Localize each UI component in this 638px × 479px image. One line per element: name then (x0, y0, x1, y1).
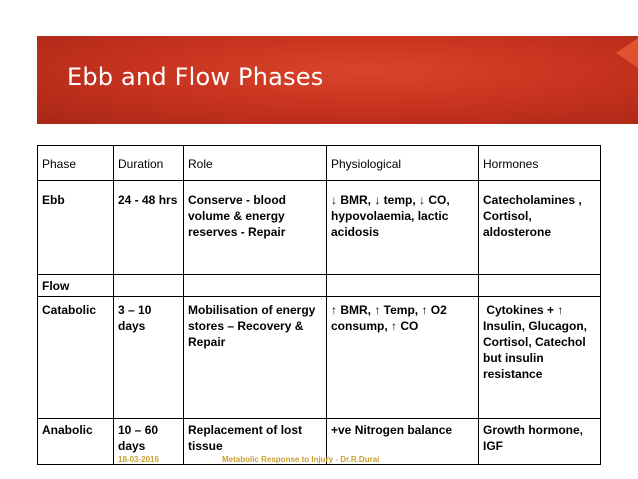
cell-duration: 10 – 60 days (114, 419, 184, 465)
footer-text: Metabolic Response to Injury - Dr.R.Durai (222, 455, 380, 464)
table-row (38, 181, 601, 275)
cell-role: Conserve - blood volume & energy reserves - Repair (184, 181, 327, 275)
cell-phase: Catabolic (38, 297, 114, 419)
cell-hormones: Cytokines + ↑ Insulin, Glucagon, Cortisol, Catechol but insulin resistance (479, 297, 601, 419)
table-row (38, 297, 601, 419)
arrow-icon (614, 38, 638, 68)
phases-table (37, 145, 601, 465)
cell-hormones (479, 275, 601, 297)
cell-role (184, 275, 327, 297)
cell-hormones: Growth hormone, IGF (479, 419, 601, 465)
table-row (38, 275, 601, 297)
header-phase: Phase (38, 146, 114, 181)
cell-physiological: ↓ BMR, ↓ temp, ↓ CO, hypovolaemia, lactic acidosis (327, 181, 479, 275)
header-physiological: Physiological (327, 146, 479, 181)
header-hormones: Hormones (479, 146, 601, 181)
cell-phase: Flow (38, 275, 114, 297)
cell-duration: 3 – 10 days (114, 297, 184, 419)
cell-phase: Anabolic (38, 419, 114, 465)
cell-physiological: ↑ BMR, ↑ Temp, ↑ O2 consump, ↑ CO (327, 297, 479, 419)
cell-duration (114, 275, 184, 297)
footer-date: 18-03-2016 (118, 455, 159, 464)
cell-phase: Ebb (38, 181, 114, 275)
cell-physiological (327, 275, 479, 297)
cell-role: Mobilisation of energy stores – Recovery & Repair (184, 297, 327, 419)
cell-hormones: Catecholamines , Cortisol, aldosterone (479, 181, 601, 275)
cell-duration: 24 - 48 hrs (114, 181, 184, 275)
cell-physiological: +ve Nitrogen balance (327, 419, 479, 465)
slide-title: Ebb and Flow Phases (67, 63, 324, 91)
cell-role: Replacement of lost tissue (184, 419, 327, 465)
header-role: Role (184, 146, 327, 181)
header-duration: Duration (114, 146, 184, 181)
table-header-row (38, 146, 601, 181)
